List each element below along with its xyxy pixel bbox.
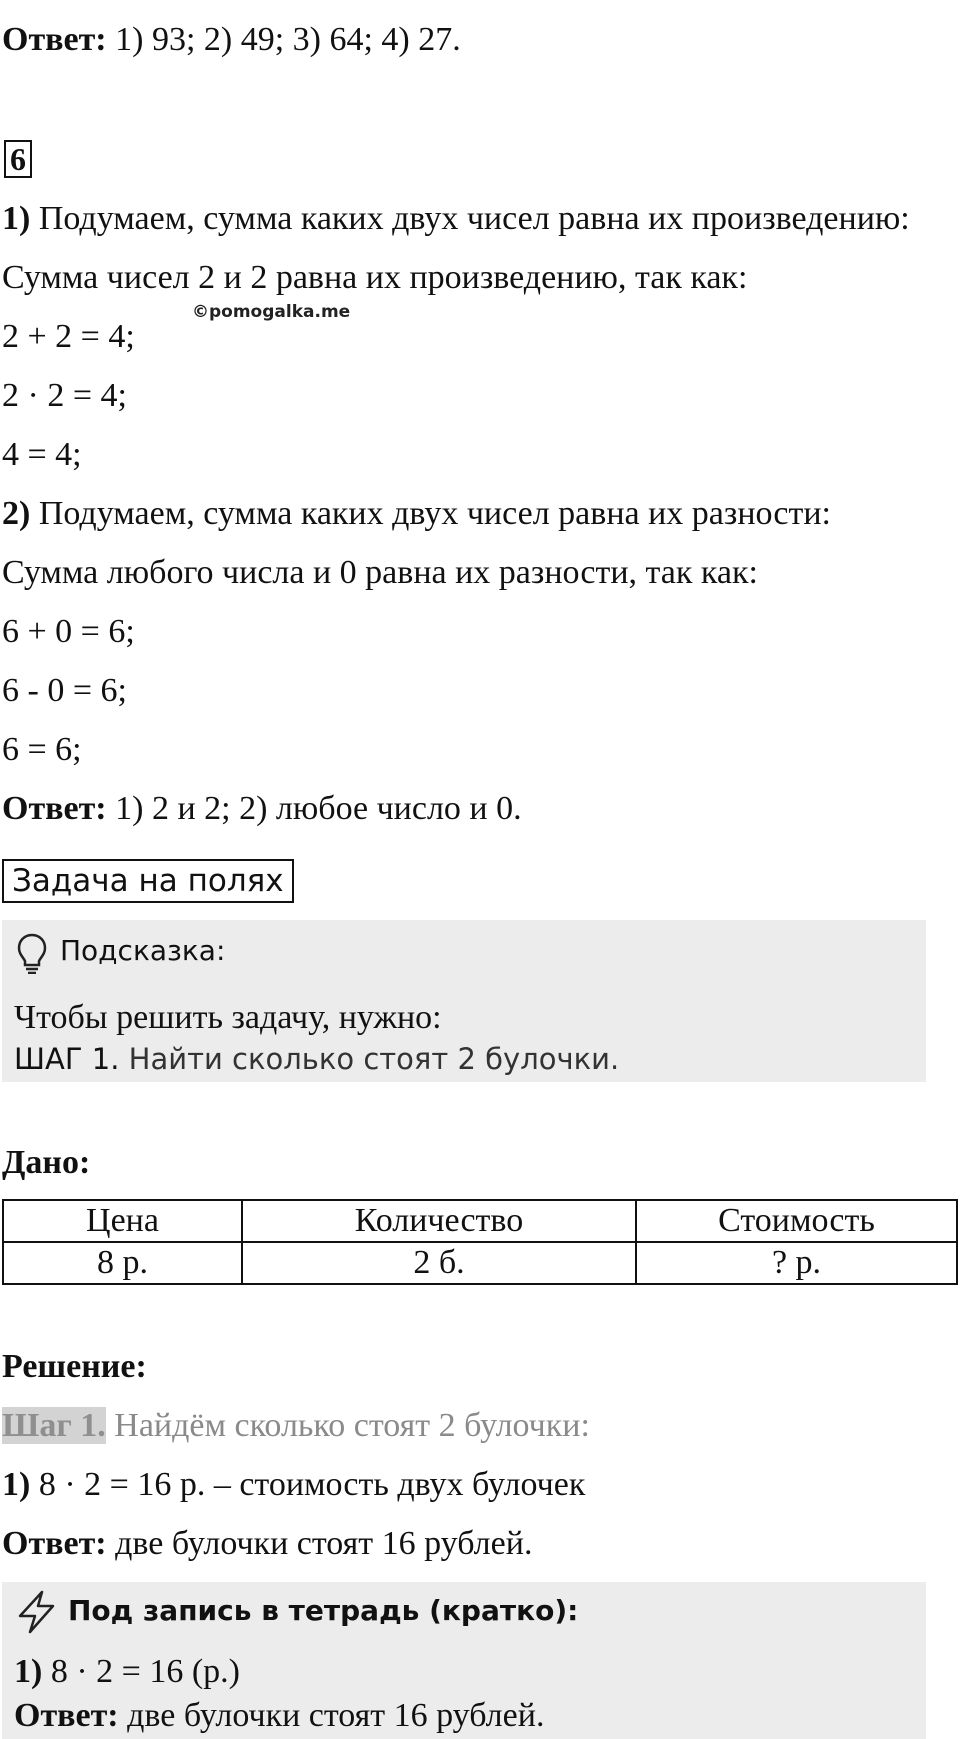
solution-label (2, 1347, 147, 1387)
table-header-cell: Количество (242, 1200, 636, 1242)
calc-number: 1) (2, 1466, 31, 1503)
notebook-answer (14, 1696, 544, 1736)
answer-label: Ответ: (14, 1697, 119, 1734)
lightning-icon (16, 1590, 58, 1639)
answer-label: Ответ: (2, 1525, 107, 1562)
step-tag: Шаг 1. (2, 1407, 106, 1444)
part1-heading (2, 199, 910, 239)
part1-equation: 2 + 2 = 4; (2, 318, 135, 355)
hint-step-label: ШАГ 1. (14, 1042, 120, 1076)
answer-label: Ответ: (2, 21, 107, 58)
part1-number: 1) (2, 200, 31, 237)
hint-step-text: Найти сколько стоят 2 булочки. (119, 1042, 620, 1076)
previous-answer (2, 20, 461, 60)
table-header-cell: Стоимость (636, 1200, 957, 1242)
part2-equation: 6 - 0 = 6; (2, 672, 127, 709)
notebook-calc (14, 1652, 240, 1692)
answer-text: 1) 93; 2) 49; 3) 64; 4) 27. (106, 21, 461, 58)
table-cell: 2 б. (242, 1242, 636, 1284)
calc-text: 8 · 2 = 16 (р.) (42, 1653, 240, 1690)
task-answer (2, 789, 522, 829)
answer-label: Ответ: (2, 790, 107, 827)
table-header-row (3, 1200, 957, 1242)
part2-number: 2) (2, 495, 31, 532)
hint-box (2, 920, 926, 1082)
part2-text: Подумаем, сумма каких двух чисел равна их разности: (30, 495, 831, 532)
table-row (3, 1242, 957, 1284)
watermark: ©pomogalka.me (192, 302, 351, 322)
table-cell: 8 р. (3, 1242, 242, 1284)
part2-heading (2, 494, 831, 534)
table-cell: ? р. (636, 1242, 957, 1284)
solution-label-text: Решение: (2, 1348, 147, 1385)
hint-title: Подсказка: (60, 934, 226, 967)
step-text: Найдём сколько стоят 2 булочки: (105, 1407, 590, 1444)
part1-equation: 2 · 2 = 4; (2, 377, 127, 414)
given-label-text: Дано: (2, 1144, 91, 1181)
hint-line: Чтобы решить задачу, нужно: (14, 999, 442, 1036)
calc-number: 1) (14, 1653, 43, 1690)
margin-task-title: Задача на полях (2, 859, 294, 903)
hint-step (14, 1039, 619, 1079)
part1-equation: 4 = 4; (2, 436, 82, 473)
given-label (2, 1143, 90, 1183)
solution-answer (2, 1524, 532, 1564)
part2-explanation: Сумма любого числа и 0 равна их разности, так как: (2, 554, 758, 591)
calc-text: 8 · 2 = 16 р. – стоимость двух булочек (30, 1466, 586, 1503)
part1-explanation: Сумма чисел 2 и 2 равна их произведению, так как: (2, 259, 748, 296)
answer-text: две булочки стоят 16 рублей. (106, 1525, 533, 1562)
solution-calc (2, 1465, 585, 1505)
notebook-box (2, 1582, 926, 1739)
part2-equation: 6 = 6; (2, 731, 82, 768)
notebook-title: Под запись в тетрадь (кратко): (68, 1594, 579, 1627)
table-header-cell: Цена (3, 1200, 242, 1242)
answer-text: две булочки стоят 16 рублей. (118, 1697, 545, 1734)
solution-step (2, 1406, 590, 1446)
task-number-badge: 6 (4, 140, 32, 178)
part2-equation: 6 + 0 = 6; (2, 613, 135, 650)
part1-text: Подумаем, сумма каких двух чисел равна их произведению: (30, 200, 910, 237)
answer-text: 1) 2 и 2; 2) любое число и 0. (106, 790, 522, 827)
lightbulb-icon (16, 932, 48, 979)
given-table (2, 1199, 958, 1285)
